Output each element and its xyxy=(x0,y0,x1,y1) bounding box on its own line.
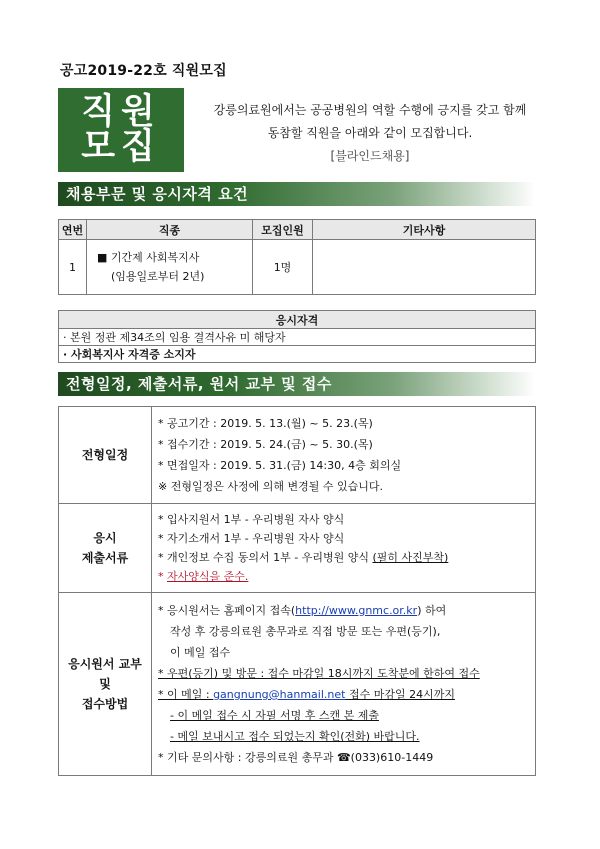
documents-label xyxy=(59,504,152,593)
email-text-a: * 이 메일 : xyxy=(158,688,214,701)
col-header-note: 기타사항 xyxy=(313,220,536,240)
application-label-line-1: 응시원서 교부 xyxy=(68,657,142,671)
col-header-count: 모집인원 xyxy=(253,220,313,240)
homepage-text-b: ) 하여 xyxy=(417,604,447,617)
email-text-b: 접수 마감일 24시까지 xyxy=(345,688,455,701)
schedule-notice: ※ 전형일정은 사정에 의해 변경될 수 있습니다. xyxy=(158,480,383,493)
application-content xyxy=(152,593,536,776)
doc-self-introduction: * 자기소개서 1부 - 우리병원 자사 양식 xyxy=(158,532,345,545)
recruit-count: 1명 xyxy=(253,240,313,295)
job-cell xyxy=(87,240,253,295)
application-label xyxy=(59,593,152,776)
table-row xyxy=(59,240,536,295)
documents-row xyxy=(59,504,536,593)
interview-date: * 면접일자 : 2019. 5. 31.(금) 14:30, 4층 회의실 xyxy=(158,459,402,472)
qualification-item-1: · 본원 정관 제34조의 임용 결격사유 미 해당자 xyxy=(59,329,536,346)
mail-visit-deadline: * 우편(등기) 및 방문 : 접수 마감일 18시까지 도착분에 한하여 접수 xyxy=(158,667,480,680)
documents-content xyxy=(152,504,536,593)
email-signature-note: - 이 메일 접수 시 자필 서명 후 스캔 본 제출 xyxy=(170,709,379,722)
col-header-job: 직종 xyxy=(87,220,253,240)
doc-format-bullet: * xyxy=(158,570,167,583)
intro-line-2: 동참할 직원을 아래와 같이 모집합니다. xyxy=(267,126,473,140)
application-label-line-2: 및 xyxy=(99,677,111,691)
email-deadline xyxy=(158,684,535,705)
doc-privacy-consent xyxy=(158,548,535,567)
documents-label-line-2: 제출서류 xyxy=(81,551,129,565)
email-address-link[interactable]: gangnung@hanmail.net xyxy=(213,688,346,701)
qualifications-header: 응시자격 xyxy=(59,311,536,329)
photo-required-note: (필히 사진부착) xyxy=(372,551,449,564)
homepage-instruction xyxy=(158,600,535,621)
application-label-line-3: 접수방법 xyxy=(81,697,129,711)
job-term: (임용일로부터 2년) xyxy=(111,270,205,283)
section-heading-positions: 채용부문 및 응시자격 요건 xyxy=(58,182,536,206)
blind-hiring-label: [블라인드채용] xyxy=(330,149,410,163)
col-header-no: 연번 xyxy=(59,220,87,240)
doc-format-text: 자사양식을 준수. xyxy=(167,570,249,583)
email-submission: 이 메일 접수 xyxy=(170,646,231,659)
application-row xyxy=(59,593,536,776)
doc-format-notice xyxy=(158,567,535,586)
intro-text xyxy=(190,99,550,168)
logo-line-2: 모집 xyxy=(81,127,161,167)
positions-header-row xyxy=(59,220,536,240)
schedule-label: 전형일정 xyxy=(59,407,152,504)
note-cell xyxy=(313,240,536,295)
homepage-link[interactable]: http://www.gnmc.or.kr xyxy=(295,604,418,617)
row-number: 1 xyxy=(59,240,87,295)
recruitment-logo xyxy=(58,88,184,172)
qualification-item-2: · 사회복지사 자격증 소지자 xyxy=(59,346,536,363)
email-confirm-note: - 메일 보내시고 접수 되었는지 확인(전화) 바랍니다. xyxy=(170,730,420,743)
notice-title: 공고2019-22호 직원모집 xyxy=(60,63,227,79)
schedule-table xyxy=(58,406,536,776)
application-period: * 접수기간 : 2019. 5. 24.(금) ~ 5. 30.(목) xyxy=(158,438,373,451)
logo-line-1: 직원 xyxy=(81,92,161,132)
submission-instruction: 작성 후 강릉의료원 총무과로 직접 방문 또는 우편(등기), xyxy=(170,625,441,638)
job-title: ■ 기간제 사회복지사 xyxy=(97,251,200,264)
doc-privacy-consent-text: * 개인정보 수집 동의서 1부 - 우리병원 양식 xyxy=(158,551,373,564)
intro-line-1: 강릉의료원에서는 공공병원의 역할 수행에 긍지를 갖고 함께 xyxy=(213,103,527,117)
documents-label-line-1: 응시 xyxy=(93,531,117,545)
schedule-content xyxy=(152,407,536,504)
posting-period: * 공고기간 : 2019. 5. 13.(월) ~ 5. 23.(목) xyxy=(158,417,373,430)
schedule-row xyxy=(59,407,536,504)
qualifications-table xyxy=(58,310,536,363)
homepage-text-a: * 응시원서는 홈페이지 접속( xyxy=(158,604,296,617)
contact-info: * 기타 문의사항 : 강릉의료원 총무과 ☎(033)610-1449 xyxy=(158,751,434,764)
section-heading-schedule: 전형일정, 제출서류, 원서 교부 및 접수 xyxy=(58,372,536,396)
doc-application-form: * 입사지원서 1부 - 우리병원 자사 양식 xyxy=(158,513,345,526)
positions-table xyxy=(58,219,536,295)
